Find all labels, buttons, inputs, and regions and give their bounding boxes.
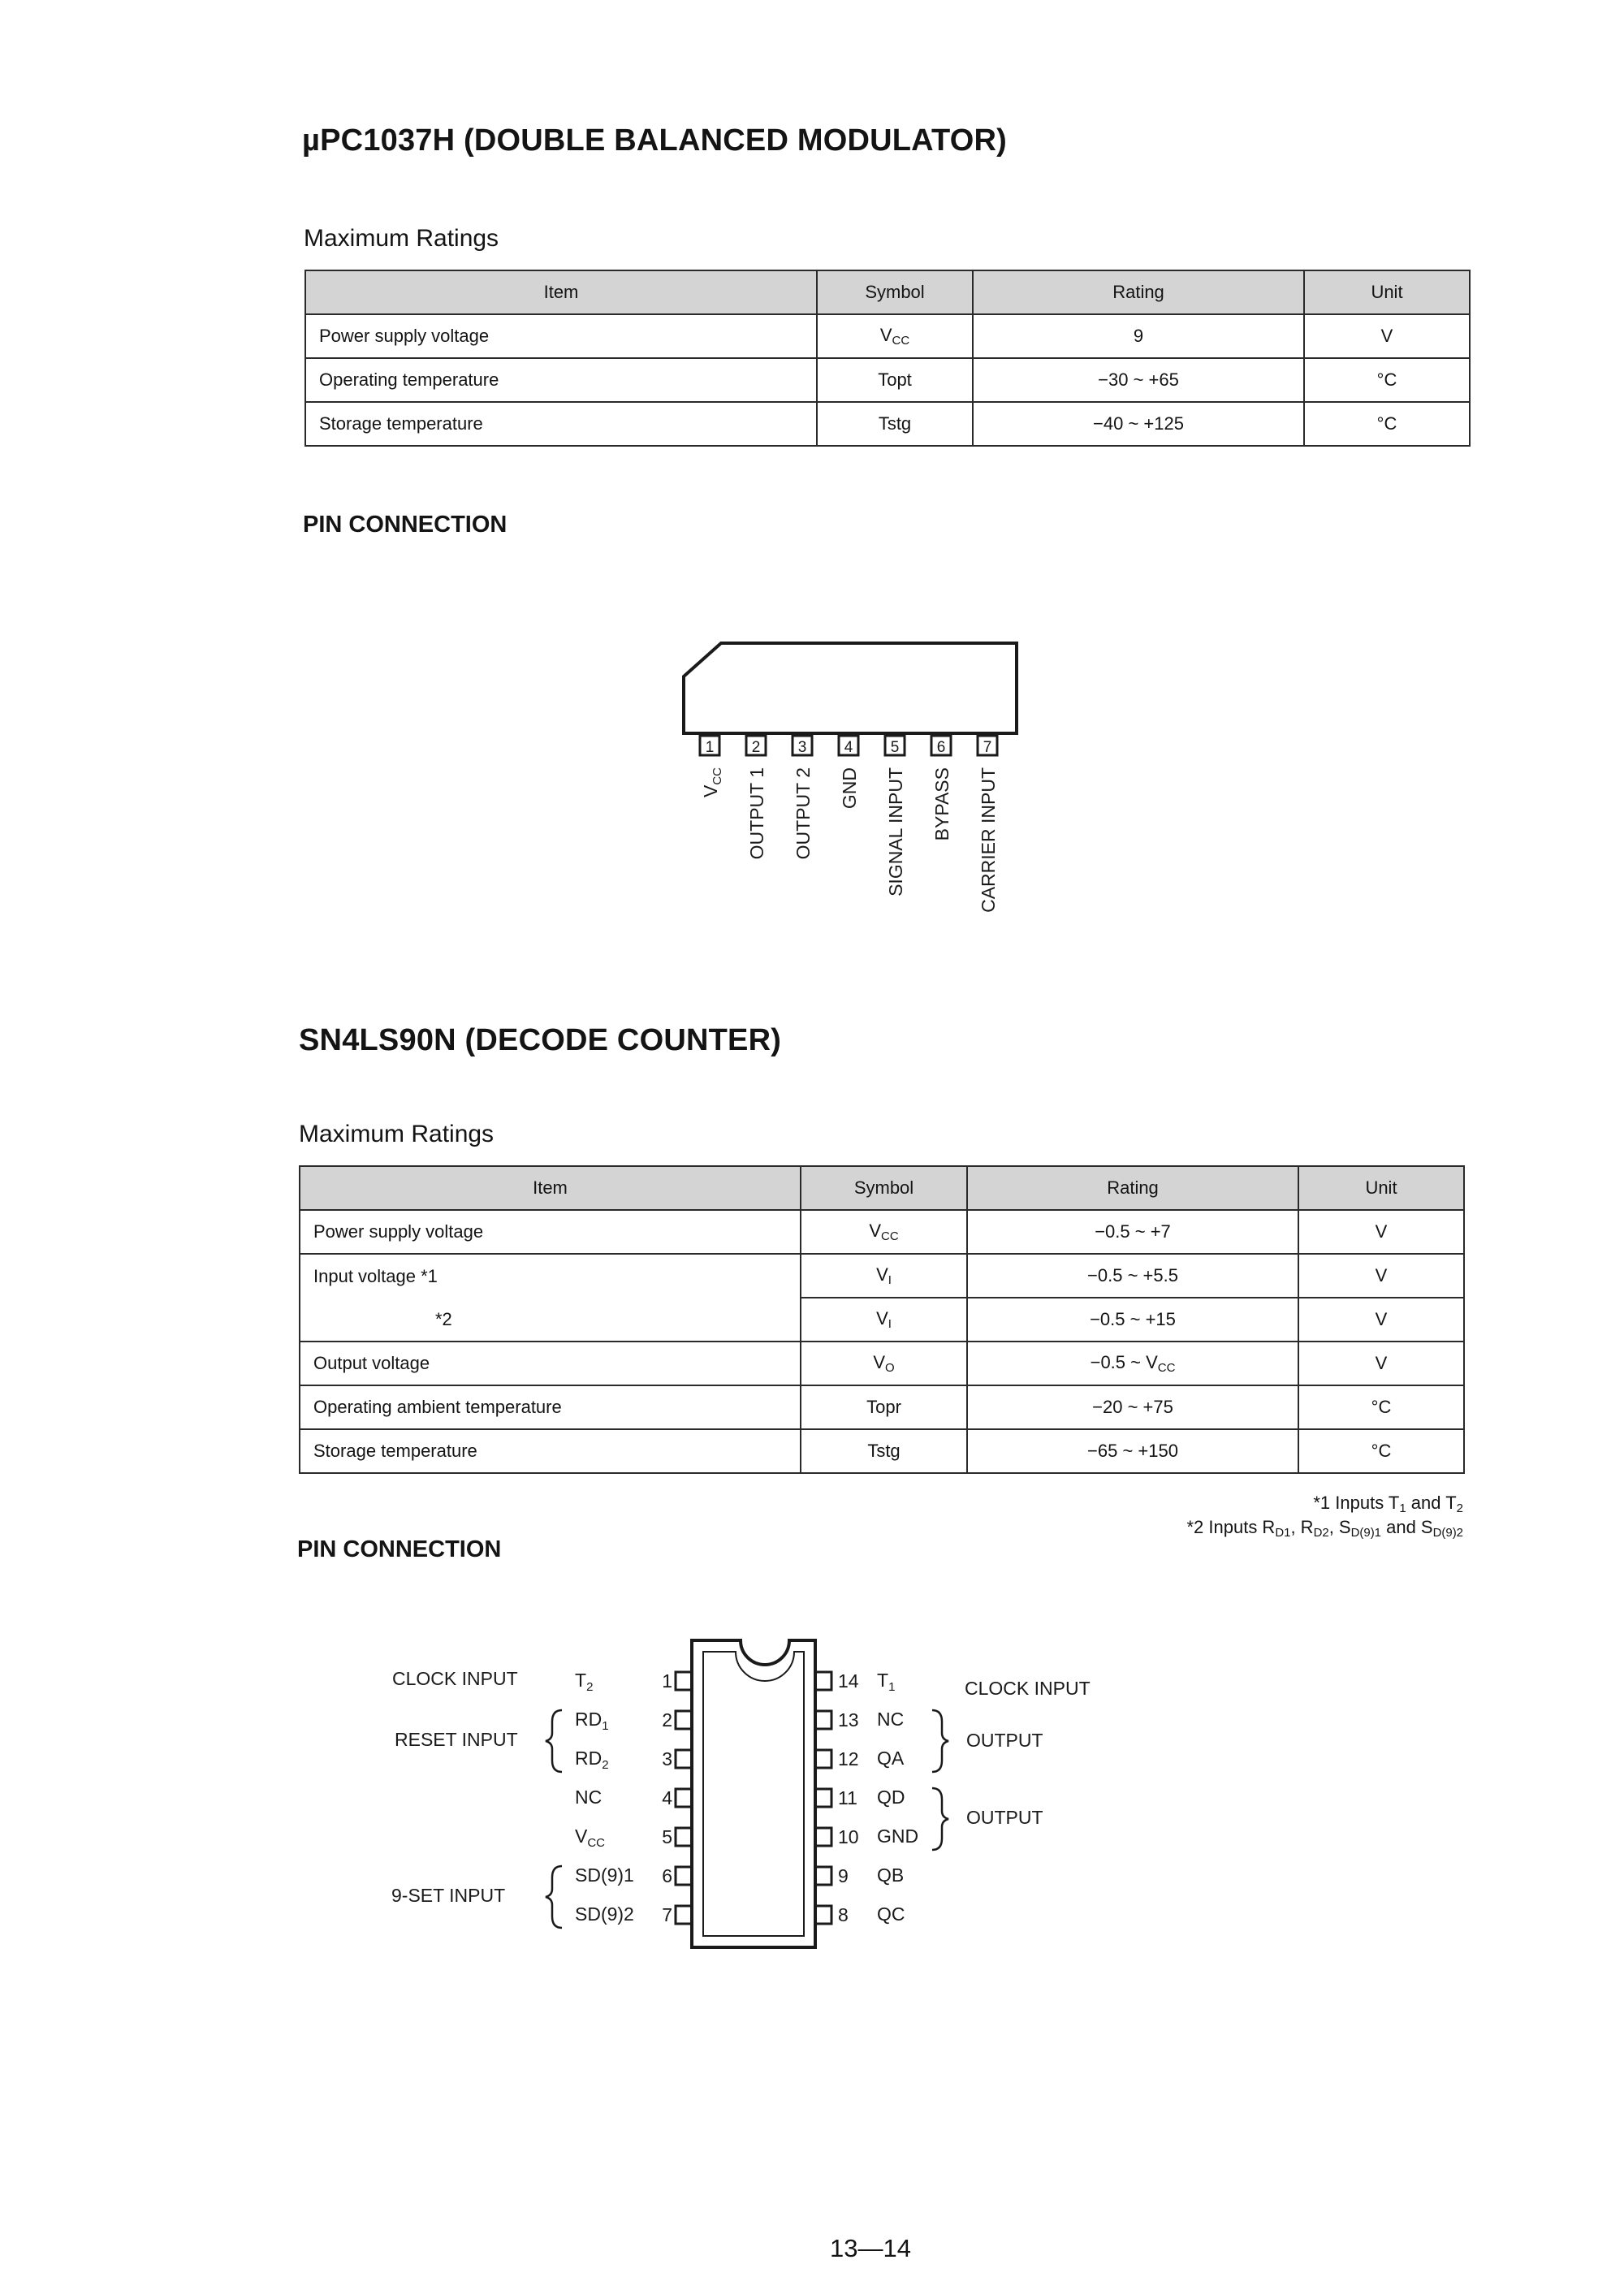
cell-item: Storage temperature [300,1429,801,1473]
cell-unit: V [1304,314,1470,358]
cell-rating: −0.5 ~ +15 [967,1298,1298,1342]
sn-pin-heading: PIN CONNECTION [297,1536,502,1562]
header-rating: Rating [973,270,1304,314]
cell-symbol: Topr [801,1385,967,1429]
cell-item: Power supply voltage [300,1210,801,1254]
sn-title: SN4LS90N (DECODE COUNTER) [299,1023,782,1057]
dip-pin-2-number: 2 [662,1709,672,1730]
dip-pin-8-number: 8 [838,1904,849,1925]
header-rating: Rating [967,1166,1298,1210]
dip-pin-8-name: QC [877,1903,905,1925]
cell-unit: V [1298,1342,1464,1385]
cell-rating: −0.5 ~ $V_{CC}$ [967,1342,1298,1385]
cell-rating: −0.5 ~ +7 [967,1210,1298,1254]
cell-symbol: $V_{CC}$ [817,314,973,358]
cell-item: Operating temperature [305,358,817,402]
reset-input-label: RESET INPUT [395,1729,518,1750]
cell-symbol: Tstg [801,1429,967,1473]
header-symbol: Symbol [801,1166,967,1210]
header-item: Item [300,1166,801,1210]
cell-unit: °C [1298,1385,1464,1429]
header-symbol: Symbol [817,270,973,314]
reset-brace [546,1710,562,1772]
dip-pin-10-lead [815,1828,831,1846]
cell-symbol: $V_I$ [801,1254,967,1298]
cell-unit: °C [1304,358,1470,402]
dip-pin-3-name: $RD_2$ [575,1748,609,1772]
sip-pin-7-number: 7 [983,739,992,756]
dip-pin-6-number: 6 [662,1865,672,1886]
sip-pin-1-number: 1 [705,739,715,756]
dip-pin-10-name: GND [877,1826,919,1847]
cell-unit: V [1298,1210,1464,1254]
footnote-1: *1 Inputs $T_1$ and $T_2$ [1313,1493,1463,1515]
header-unit: Unit [1298,1166,1464,1210]
dip-pin-9-number: 9 [838,1865,849,1886]
dip-pin-6-name: SD(9)1 [575,1864,634,1886]
dip-package-inner [703,1652,804,1936]
sip-pin-4-number: 4 [844,739,853,756]
cell-symbol: Topt [817,358,973,402]
upc-title: µPC1037H (DOUBLE BALANCED MODULATOR) [302,123,1007,158]
cell-rating: −30 ~ +65 [973,358,1304,402]
dip-pin-4-lead [676,1789,692,1807]
nine-set-input-label: 9-SET INPUT [391,1885,506,1906]
sip-pin-4-label: GND [839,767,860,810]
sn-ratings-heading: Maximum Ratings [299,1121,495,1147]
sip-pin-5-number: 5 [890,739,900,756]
output1-label: OUTPUT [966,1730,1043,1751]
dip-pin-9-name: QB [877,1864,905,1886]
dip-pin-14-lead [815,1672,831,1690]
dip-pin-10-number: 10 [838,1826,859,1847]
dip-pin-12-lead [815,1750,831,1768]
dip-pin-3-number: 3 [662,1748,672,1769]
dip-pin-2-name: $RD_1$ [575,1709,609,1733]
dip-pin-13-lead [815,1711,831,1729]
cell-unit: °C [1304,402,1470,446]
header-item: Item [305,270,817,314]
output1-brace [932,1710,948,1772]
dip-package-outline [692,1640,815,1947]
dip-pin-13-number: 13 [838,1709,859,1730]
sip-pin-6-number: 6 [936,739,946,756]
dip-pin-13-name: NC [877,1709,905,1730]
cell-rating: −40 ~ +125 [973,402,1304,446]
sip-pin-3-label: OUTPUT 2 [793,767,814,860]
sip-pin-1-label: $V_{CC}$ [700,767,724,798]
dip-pin-1-name: $T_2$ [575,1670,594,1694]
dip-pin-1-number: 1 [662,1670,672,1692]
dip-pin-11-lead [815,1789,831,1807]
right-clock-input-label: CLOCK INPUT [965,1678,1091,1699]
footnote-2: *2 Inputs $R_{D1}$, $R_{D2}$, $S_{D(9)1}$ and $S_{D(9)2}$ [1186,1517,1463,1540]
cell-unit: V [1298,1298,1464,1342]
dip-pin-7-number: 7 [662,1904,672,1925]
dip-pin-5-number: 5 [662,1826,672,1847]
dip-pin-8-lead [815,1906,831,1924]
cell-rating: 9 [973,314,1304,358]
cell-unit: °C [1298,1429,1464,1473]
cell-symbol: $V_O$ [801,1342,967,1385]
dip-pin-14-name: $T_1$ [877,1670,896,1694]
dip-pin-14-number: 14 [838,1670,859,1692]
dip-pin-11-number: 11 [838,1787,857,1808]
dip-pin-5-name: $V_{CC}$ [575,1826,606,1850]
cell-item: Operating ambient temperature [300,1385,801,1429]
dip-pin-4-number: 4 [662,1787,672,1808]
cell-unit: V [1298,1254,1464,1298]
dip-pin-6-lead [676,1867,692,1885]
nine-set-brace [546,1866,562,1928]
dip-pin-7-name: SD(9)2 [575,1903,634,1925]
cell-rating: −0.5 ~ +5.5 [967,1254,1298,1298]
dip-pin-7-lead [676,1906,692,1924]
sip-pin-2-number: 2 [751,739,761,756]
cell-symbol: Tstg [817,402,973,446]
output2-brace [932,1788,948,1850]
cell-rating: −65 ~ +150 [967,1429,1298,1473]
left-clock-input-label: CLOCK INPUT [392,1668,518,1689]
page-number: 13—14 [830,2234,911,2262]
dip-pin-3-lead [676,1750,692,1768]
sip-pin-5-label: SIGNAL INPUT [885,767,906,897]
cell-symbol: $V_I$ [801,1298,967,1342]
dip-pin-4-name: NC [575,1787,603,1808]
dip-pin-2-lead [676,1711,692,1729]
sip-pin-3-number: 3 [797,739,807,756]
upc-ratings-heading: Maximum Ratings [304,225,499,252]
sip-pin-7-label: CARRIER INPUT [978,767,999,913]
output2-label: OUTPUT [966,1807,1043,1828]
dip-pin-12-name: QA [877,1748,905,1769]
sip-pin-6-label: BYPASS [931,767,952,841]
header-unit: Unit [1304,270,1470,314]
cell-rating: −20 ~ +75 [967,1385,1298,1429]
cell-item: Input voltage *1 [300,1254,801,1298]
dip-pin-9-lead [815,1867,831,1885]
cell-item: Power supply voltage [305,314,817,358]
dip-pin-5-lead [676,1828,692,1846]
cell-item: Storage temperature [305,402,817,446]
dip-pin-1-lead [676,1672,692,1690]
cell-item: Output voltage [300,1342,801,1385]
sip-pin-2-label: OUTPUT 1 [746,767,767,860]
cell-item: *2 [300,1298,801,1342]
dip-pin-12-number: 12 [838,1748,859,1769]
upc-pin-heading: PIN CONNECTION [303,512,508,538]
dip-pin-11-name: QD [877,1787,905,1808]
cell-symbol: $V_{CC}$ [801,1210,967,1254]
